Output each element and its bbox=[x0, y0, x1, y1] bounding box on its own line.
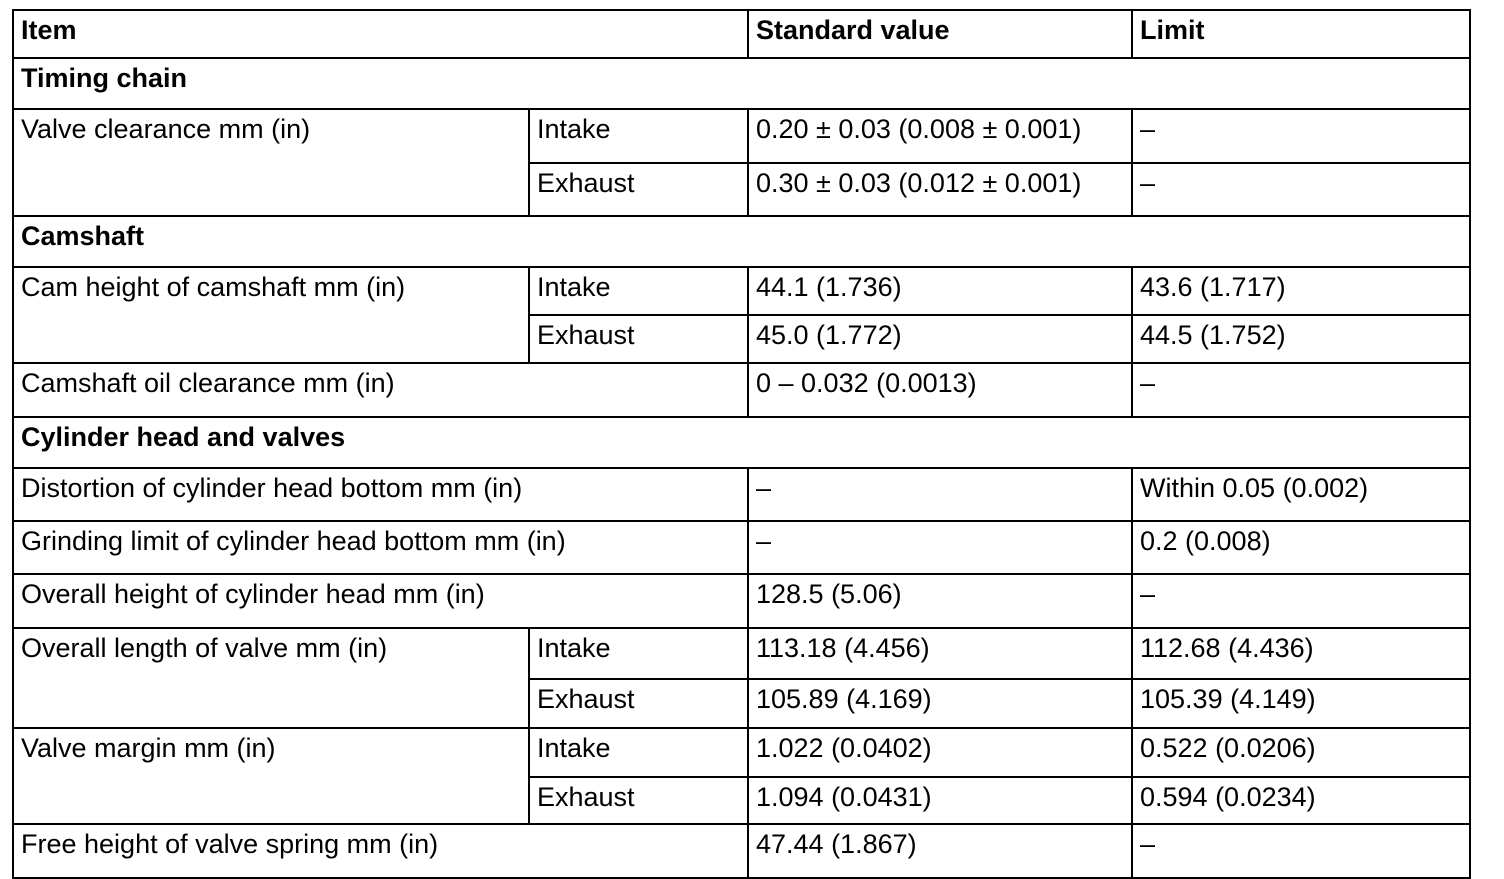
standard-value-cell: 1.094 (0.0431) bbox=[748, 777, 1132, 824]
sub-item-cell: Exhaust bbox=[529, 679, 748, 728]
standard-value-cell: 45.0 (1.772) bbox=[748, 315, 1132, 363]
limit-cell: – bbox=[1132, 163, 1470, 216]
limit-cell: 105.39 (4.149) bbox=[1132, 679, 1470, 728]
item-cell: Distortion of cylinder head bottom mm (in) bbox=[13, 468, 748, 521]
limit-cell: – bbox=[1132, 109, 1470, 163]
limit-cell: 44.5 (1.752) bbox=[1132, 315, 1470, 363]
item-cell: Valve margin mm (in) bbox=[13, 728, 529, 824]
limit-cell: Within 0.05 (0.002) bbox=[1132, 468, 1470, 521]
item-cell: Grinding limit of cylinder head bottom mm (in) bbox=[13, 521, 748, 574]
standard-value-cell: 44.1 (1.736) bbox=[748, 267, 1132, 315]
item-cell: Cam height of camshaft mm (in) bbox=[13, 267, 529, 363]
standard-value-cell: 113.18 (4.456) bbox=[748, 628, 1132, 679]
sub-item-cell: Intake bbox=[529, 728, 748, 777]
section-row-timing-chain bbox=[13, 58, 1470, 109]
limit-cell: 0.594 (0.0234) bbox=[1132, 777, 1470, 824]
limit-cell: 43.6 (1.717) bbox=[1132, 267, 1470, 315]
standard-value-cell: 0.30 ± 0.03 (0.012 ± 0.001) bbox=[748, 163, 1132, 216]
specification-table bbox=[12, 9, 1471, 879]
limit-cell: – bbox=[1132, 363, 1470, 417]
standard-value-cell: 128.5 (5.06) bbox=[748, 574, 1132, 628]
standard-value-cell: 0.20 ± 0.03 (0.008 ± 0.001) bbox=[748, 109, 1132, 163]
table-row bbox=[13, 363, 1470, 417]
header-standard-value: Standard value bbox=[748, 10, 1132, 58]
section-row-cylinder-head-and-valves bbox=[13, 417, 1470, 468]
limit-cell: 0.522 (0.0206) bbox=[1132, 728, 1470, 777]
sub-item-cell: Intake bbox=[529, 109, 748, 163]
item-cell: Camshaft oil clearance mm (in) bbox=[13, 363, 748, 417]
table-row bbox=[13, 521, 1470, 574]
header-limit: Limit bbox=[1132, 10, 1470, 58]
table-row bbox=[13, 574, 1470, 628]
standard-value-cell: 0 – 0.032 (0.0013) bbox=[748, 363, 1132, 417]
limit-cell: 0.2 (0.008) bbox=[1132, 521, 1470, 574]
table-row bbox=[13, 628, 1470, 679]
table-row bbox=[13, 267, 1470, 315]
sub-item-cell: Exhaust bbox=[529, 163, 748, 216]
section-title: Timing chain bbox=[13, 58, 1470, 109]
table-row bbox=[13, 109, 1470, 163]
header-item: Item bbox=[13, 10, 748, 58]
sub-item-cell: Intake bbox=[529, 267, 748, 315]
limit-cell: – bbox=[1132, 824, 1470, 878]
standard-value-cell: – bbox=[748, 468, 1132, 521]
section-title: Cylinder head and valves bbox=[13, 417, 1470, 468]
standard-value-cell: 1.022 (0.0402) bbox=[748, 728, 1132, 777]
item-cell: Overall length of valve mm (in) bbox=[13, 628, 529, 728]
table-row bbox=[13, 468, 1470, 521]
limit-cell: 112.68 (4.436) bbox=[1132, 628, 1470, 679]
item-cell: Free height of valve spring mm (in) bbox=[13, 824, 748, 878]
item-cell: Overall height of cylinder head mm (in) bbox=[13, 574, 748, 628]
sub-item-cell: Exhaust bbox=[529, 777, 748, 824]
item-cell: Valve clearance mm (in) bbox=[13, 109, 529, 216]
section-title: Camshaft bbox=[13, 216, 1470, 267]
table-row bbox=[13, 824, 1470, 878]
table-header-row bbox=[13, 10, 1470, 58]
sub-item-cell: Exhaust bbox=[529, 315, 748, 363]
section-row-camshaft bbox=[13, 216, 1470, 267]
standard-value-cell: 47.44 (1.867) bbox=[748, 824, 1132, 878]
standard-value-cell: – bbox=[748, 521, 1132, 574]
sub-item-cell: Intake bbox=[529, 628, 748, 679]
limit-cell: – bbox=[1132, 574, 1470, 628]
table-row bbox=[13, 728, 1470, 777]
standard-value-cell: 105.89 (4.169) bbox=[748, 679, 1132, 728]
